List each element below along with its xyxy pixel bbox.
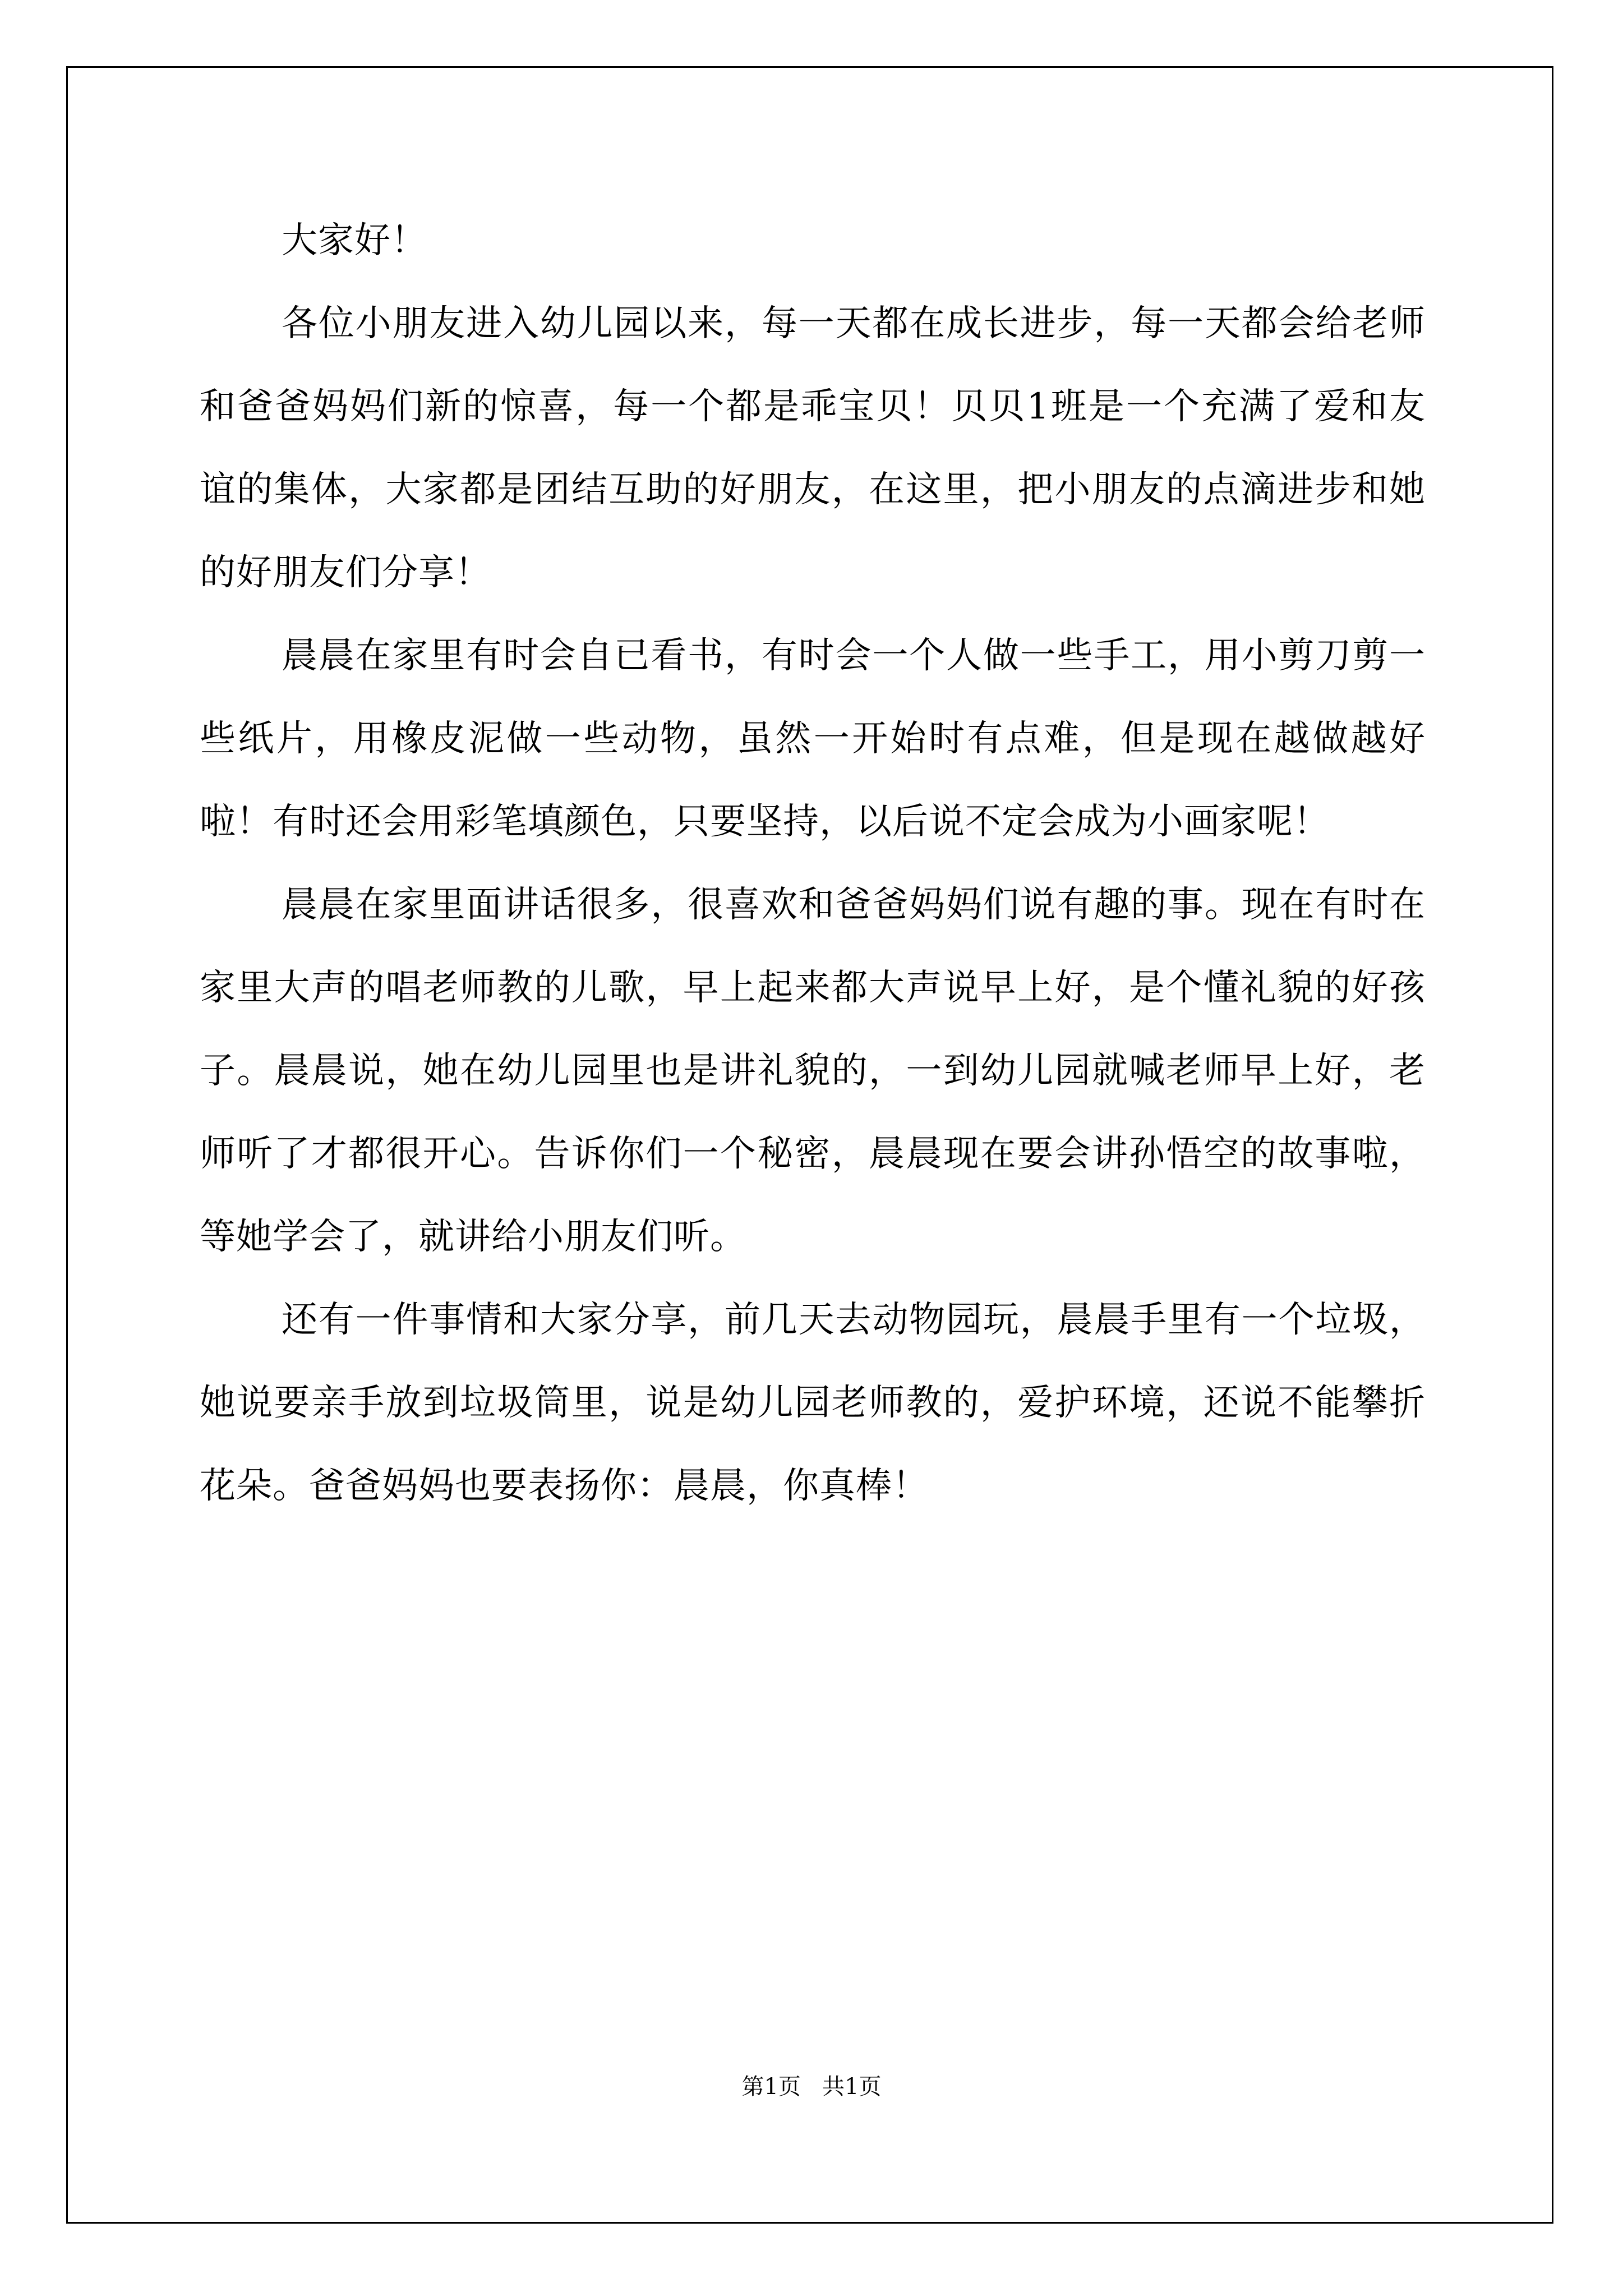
greeting-paragraph: 大家好！: [282, 220, 427, 261]
intro-paragraph: 各位小朋友进入幼儿园以来，每一天都在成长进步，每一天都会给老师和爸爸妈妈们新的惊喜，每一个都是乖宝贝！贝贝1班是一个充满了爱和友谊的集体，大家都是团结互助的好朋友，在这里，把小朋友的点滴进步和她的好朋友们分享！: [200, 303, 1426, 593]
page-footer: 第1页 共1页: [741, 2074, 882, 2100]
handcraft-paragraph: 晨晨在家里有时会自已看书，有时会一个人做一些手工，用小剪刀剪一些纸片，用橡皮泥做一些动物，虽然一开始时有点难，但是现在越做越好啦！有时还会用彩笔填颜色，只要坚持，以后说不定会成为小画家呢！: [200, 635, 1426, 843]
document-body: [200, 199, 1426, 1527]
manners-paragraph: 晨晨在家里面讲话很多，很喜欢和爸爸妈妈们说有趣的事。现在有时在家里大声的唱老师教的儿歌，早上起来都大声说早上好，是个懂礼貌的好孩子。晨晨说，她在幼儿园里也是讲礼貌的，一到幼儿园就喊老师早上好，老师听了才都很开心。告诉你们一个秘密，晨晨现在要会讲孙悟空的故事啦，等她学会了，就讲给小朋友们听。: [200, 884, 1426, 1258]
zoo-paragraph: 还有一件事情和大家分享，前几天去动物园玩，晨晨手里有一个垃圾，她说要亲手放到垃圾筒里，说是幼儿园老师教的，爱护环境，还说不能攀折花朵。爸爸妈妈也要表扬你：晨晨，你真棒！: [200, 1299, 1426, 1507]
